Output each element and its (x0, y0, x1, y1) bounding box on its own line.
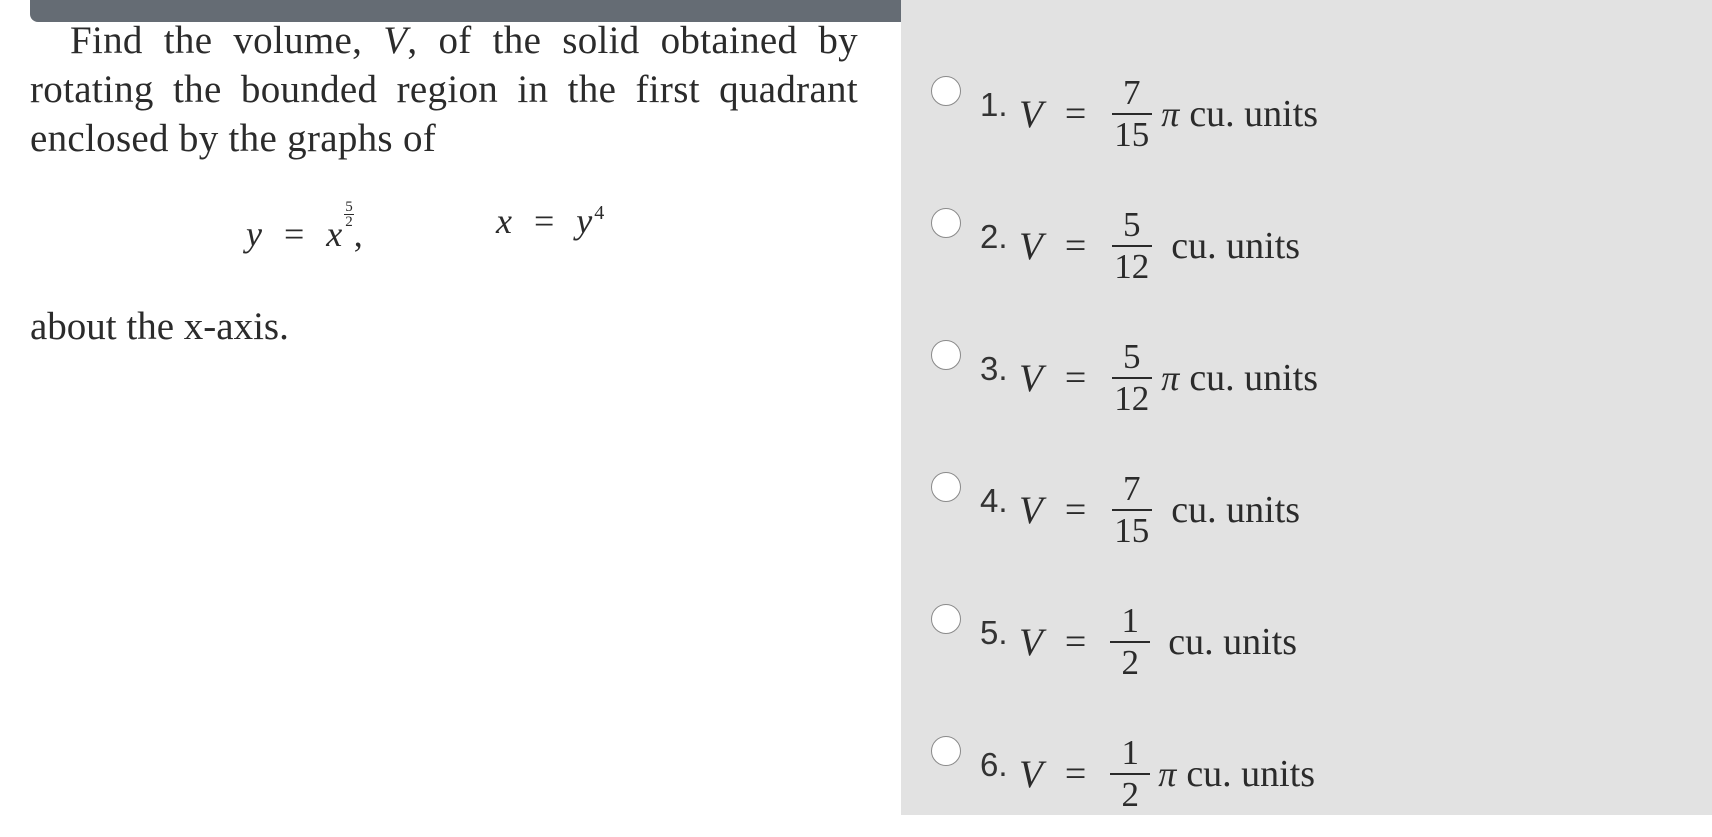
choice-formula (1019, 592, 1297, 692)
fraction (1110, 470, 1153, 550)
choice-formula (1019, 724, 1315, 824)
equation-one-equals: = (283, 214, 305, 254)
radio-button-2[interactable] (931, 208, 961, 238)
fraction-denominator: 15 (1114, 114, 1150, 154)
volume-variable: V (383, 19, 408, 62)
pi-symbol: π (1161, 358, 1180, 398)
fraction-numerator: 1 (1121, 733, 1140, 773)
question-closing (30, 302, 289, 351)
units-label: cu. units (1189, 357, 1319, 399)
volume-variable: V (1019, 620, 1043, 664)
prompt-text-start: Find the volume, (70, 19, 384, 62)
question-panel (30, 0, 880, 837)
fraction (1110, 206, 1153, 286)
fraction-denominator: 12 (1114, 246, 1150, 286)
prompt-text-end: , of the solid obtained by rotating the bounded region in the first quadrant enclosed by the graphs of (30, 19, 858, 160)
radio-button-3[interactable] (931, 340, 961, 370)
fraction-denominator: 2 (1121, 774, 1140, 814)
fraction-denominator: 15 (1114, 510, 1150, 550)
fraction-denominator: 2 (1121, 642, 1140, 682)
fraction-numerator: 1 (1121, 601, 1140, 641)
axis-variable: x (183, 305, 204, 348)
equals-sign: = (1064, 93, 1087, 135)
equals-sign: = (1064, 753, 1087, 795)
choice-number: 4. (980, 482, 1008, 519)
radio-button-6[interactable] (931, 736, 961, 766)
fraction (1110, 734, 1150, 814)
choice-number: 5. (980, 614, 1008, 651)
closing-text-start: about the (30, 305, 184, 348)
equation-two-base: y (576, 201, 593, 241)
choice-4[interactable] (931, 469, 1691, 572)
choice-number: 6. (980, 746, 1008, 783)
choice-formula (1019, 64, 1318, 164)
fraction-numerator: 5 (1123, 205, 1141, 245)
volume-variable: V (1019, 92, 1043, 136)
choice-6[interactable] (931, 733, 1691, 836)
pi-symbol: π (1161, 94, 1180, 134)
equation-two-lhs: x (496, 201, 512, 241)
closing-text-end: -axis. (203, 305, 289, 348)
equals-sign: = (1064, 621, 1087, 663)
question-prompt (30, 16, 858, 163)
equation-one-lhs: y (246, 214, 262, 254)
equals-sign: = (1064, 357, 1087, 399)
equation-one-exponent-denominator: 2 (345, 214, 353, 230)
fraction (1110, 338, 1153, 418)
equation-two-equals: = (533, 201, 555, 241)
fraction (1110, 74, 1153, 154)
choice-formula (1019, 460, 1300, 560)
choice-1[interactable] (931, 73, 1691, 176)
volume-variable: V (1019, 488, 1043, 532)
units-label: cu. units (1186, 753, 1316, 795)
equals-sign: = (1064, 225, 1087, 267)
choice-number: 2. (980, 218, 1008, 255)
radio-button-1[interactable] (931, 76, 961, 106)
fraction-numerator: 7 (1123, 73, 1141, 113)
choice-5[interactable] (931, 601, 1691, 704)
units-label: cu. units (1171, 489, 1301, 531)
equation-one-base: x (326, 214, 343, 254)
choice-formula (1019, 328, 1318, 428)
fraction (1110, 602, 1150, 682)
choice-number: 3. (980, 350, 1008, 387)
pi-symbol: π (1158, 754, 1177, 794)
choice-number: 1. (980, 86, 1008, 123)
choice-2[interactable] (931, 205, 1691, 308)
units-label: cu. units (1168, 621, 1298, 663)
answer-choices (901, 0, 1712, 815)
equation-one-separator: , (353, 214, 363, 254)
units-label: cu. units (1189, 93, 1319, 135)
volume-variable: V (1019, 224, 1043, 268)
equation-two (496, 200, 604, 242)
equation-one-exponent (344, 200, 354, 229)
fraction-numerator: 7 (1123, 469, 1141, 509)
choice-formula (1019, 196, 1300, 296)
equation-one (246, 200, 363, 255)
choice-3[interactable] (931, 337, 1691, 440)
volume-variable: V (1019, 356, 1043, 400)
fraction-numerator: 5 (1123, 337, 1141, 377)
units-label: cu. units (1171, 225, 1301, 267)
equation-two-exponent: 4 (594, 202, 605, 224)
fraction-denominator: 12 (1114, 378, 1150, 418)
volume-variable: V (1019, 752, 1043, 796)
radio-button-5[interactable] (931, 604, 961, 634)
radio-button-4[interactable] (931, 472, 961, 502)
equation-one-exponent-numerator: 5 (345, 199, 353, 215)
equals-sign: = (1064, 489, 1087, 531)
